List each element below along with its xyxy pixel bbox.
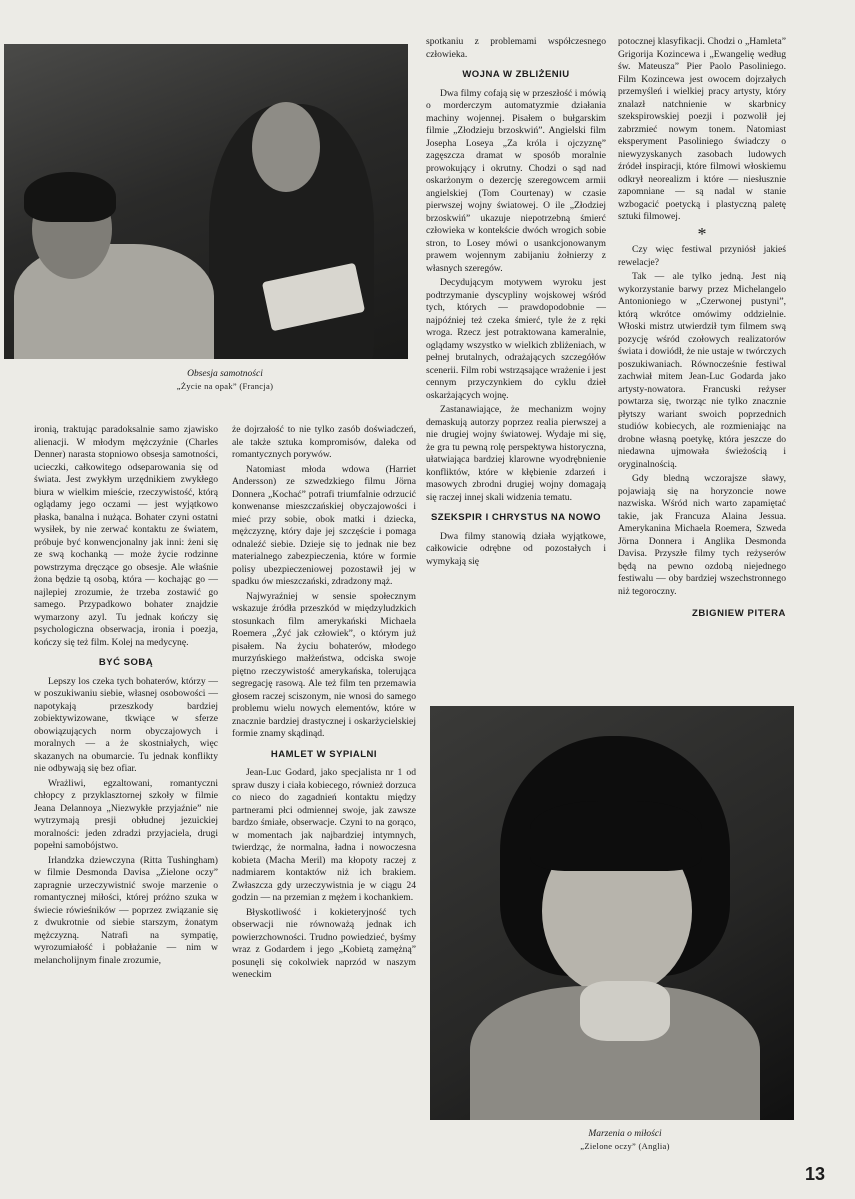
col3-paragraph: Decydującym motywem wyroku jest podtrzymanie dyscypliny wojskowej wśród tych, których — prawdopodobnie — najpóźniej też czeka śmierć, tyle że z ręki wroga. Rzecz jest potraktowana kameralnie, oglądamy wszystko w wielkich zbliżeniach, w pełnej brutalnych, odrażających szczegółów scenerii. Film robi wstrząsające wrażenie i jest cennym przyczynkiem do cyklu dzieł oskarżających wojnę. — [426, 277, 606, 401]
col2-heading: HAMLET W SYPIALNI — [270, 748, 378, 760]
column-2 — [232, 424, 416, 984]
col4-paragraph: Czy więc festiwal przyniósł jakieś rewelacje? — [618, 244, 786, 268]
col2-paragraph: Jean-Luc Godard, jako specjalista nr 1 od spraw duszy i ciała kobiecego, również dorzuca co nieco do zagadnień kontaktu między partnerami płci odmiennej swoje, jak zawsze bardzo śmiałe, obserwacje. Czyni to na gorąco, w momentach jak najbardziej intymnych, twierdząc, że normalna, ładna i nowoczesna kobieta (Macha Meril) ma kłopoty raczej z nadmiarem kontaktów niż ich brakiem. Zwłaszcza gdy urzeczywistnia je w ciągu 24 godzin — na przemian z mężem i kochankiem. — [232, 767, 416, 903]
photo-bottom-caption-sub: „Zielone oczy” (Anglia) — [580, 1141, 670, 1151]
col4-paragraph: potocznej klasyfikacji. Chodzi o „Hamleta” Grigorija Kozincewa i „Ewangelię według św. Mateusza” Pier Paolo Pasoliniego. Film Kozincewa jest owocem dojrzałych przemyśleń i wielkiej pracy artysty, który znalazł natchnienie w skarbnicy szekspirowskiej poezji i pozwolił jej zabrzmieć nowym tonem. Natomiast eksperyment Pasoliniego świadczy o niewyzyskanych zasobach ludowych źródeł inspiracji, które filmowi włoskiemu odkrył neorealizm i które — niesłusznie zapomniane — są nadal w stanie wzbogacić poetycką i plastyczną paletę sztuki filmowej. — [618, 36, 786, 222]
col4-paragraph: Gdy bledną wczorajsze sławy, pojawiają się na horyzoncie nowe nazwiska. Wśród nich warto zapamiętać takie, jak Francuza Alaina Jessua. Amerykanina Michaela Roemera, Szweda Jörna Donnera i Anglika Desmonda Davisa. Przyszłe filmy tych reżyserów będą na pewno ozdobą niejednego festiwalu — oby bardziej wszechstronnego niż tegoroczny. — [618, 473, 786, 597]
photo-top-caption — [120, 368, 330, 392]
col1-heading: BYĆ SOBĄ — [98, 657, 154, 668]
column-4 — [618, 36, 786, 621]
photo-top — [4, 44, 408, 359]
column-3 — [426, 36, 606, 570]
photo-bottom — [430, 706, 794, 1120]
photo-bottom-caption-title: Marzenia o miłości — [588, 1129, 662, 1139]
photo-top-caption-sub: „Życie na opak” (Francja) — [176, 381, 274, 391]
col3-heading-2: SZEKSPIR I CHRYSTUS NA NOWO — [430, 512, 602, 523]
col2-paragraph: Najwyraźniej w sensie społecznym wskazuje źródła przeszkód w międzyludzkich stosunkach film amerykański Michaela Roemera „Żyć jak człowiek”, o którym już pisałem. Na życiu bohaterów, młodego murzyńskiego małżeństwa, odciska swoje piętno rzeczywistość amerykańska, tolerująca segregację rasową. Ale też film ten przemawia głosem raczej sciszonym, nie wnosi do samego problemu wielu nowych elementów, które w znacznie bardziej drastycznej i oskarżycielskiej formie znamy skądinąd. — [232, 590, 416, 739]
column-1 — [34, 424, 218, 969]
author-signature: ZBIGNIEW PITERA — [692, 608, 786, 619]
section-star: * — [697, 223, 707, 244]
col3-lead: spotkaniu z problemami współczesnego człowieka. — [426, 36, 606, 60]
photo-bottom-caption — [520, 1128, 730, 1152]
col2-paragraph: że dojrzałość to nie tylko zasób doświadczeń, ale także sztuka kompromisów, daleka od romantycznych porywów. — [232, 424, 416, 460]
col1-paragraph: ironią, traktując paradoksalnie samo zjawisko alienacji. W młodym mężczyźnie (Charles Denner) narasta stopniowo obsesja samotności, ucieczki, całkowitego odseparowania się od świata. Jest zwykłym urzędnikiem zwykłego biura w wielkim mieście, rzeczywistość, którą oglądamy jego oczami — jest wyjątkowo płaska, banalna i nużąca. Bohater czyni ostatni wysiłek, by nie zerwać kontaktu ze światem, próbuje być konwencjonalny jak inni: żeni się ze swą kochanką — może życie rodzinne powstrzyma dręczące go obsesje. Ale właśnie żona będzie tą osobą, która — kochając go — najlepiej zrozumie, że trzeba zostawić go samego. Przypadkowo bohater znajdzie wymarzony azyl. Tu jednak kończy się psychologiczna obserwacja, ironia i poezja, kończy się też film. Kolej na medycynę. — [34, 424, 218, 648]
col1-paragraph: Irlandzka dziewczyna (Ritta Tushingham) w filmie Desmonda Davisa „Zielone oczy” zapragnie urzeczywistnić swoje marzenie o romantycznej miłości, której próżno szuka w świecie rówieśników — poprzez związanie się z dwukrotnie od siebie starszym, żonatym mężczyzną. Natrafi na sympatię, wyrozumiałość i pobłażanie — nim w melancholijnym finale zrozumie, — [34, 854, 218, 966]
col3-paragraph: Zastanawiające, że mechanizm wojny demaskują autorzy poprzez realia pierwszej a nie drugiej wojny światowej. Wydaje mi się, że gra tu pewną rolę perspektywa historyczna, ułatwiająca bardziej klarowne wyodrębnienie konfliktów, które w kłębienie zdarzeń i masowych zbrodni drugiej wojny domagają się raczej innej skali widzenia tematu. — [426, 404, 606, 503]
col1-paragraph: Wrażliwi, egzaltowani, romantyczni chłopcy z przyklasztornej szkoły w filmie Jeana Delannoya „Niezwykłe przyjaźnie” nie wytrzymają presji obłudnej jezuickiej moralności: jeden zdradzi przyjaciela, drugi popełni samobójstwo. — [34, 777, 218, 851]
photo-top-caption-title: Obsesja samotności — [187, 369, 263, 379]
col3-heading: WOJNA W ZBLIŻENIU — [462, 69, 570, 80]
col1-paragraph: Lepszy los czeka tych bohaterów, którzy — w poszukiwaniu siebie, własnej osobowości — napotykają przeszkody bardziej zobiektywizowane, tkwiące w sferze obowiązujących norm obyczajowych i moralnych — a że skostniałych, więc skazanych na obumarcie. Tu jednak konflikty nie odbywają się bez ofiar. — [34, 675, 218, 774]
col3-paragraph: Dwa filmy cofają się w przeszłość i mówią o morderczym automatyzmie działania machiny wojennej. Pisałem o bułgarskim filmie „Złodzieju brzoskwiń”. Angielski film Josepha Loseya „Za króla i ojczyznę” zagęszcza dramat w sposób moralnie prowokujący i okrutny. Chodzi o sąd nad oskarżonym o dezercję szeregowcem armii angielskiej (Tom Courtenay) w czasie pierwszej wojny światowej. O ile „Złodziej brzoskwiń” ukazuje niepotrzebną śmierć człowieka w kontekście dwóch wrogich sobie stron, to Losey mówi o usankcjonowanym prawem wojennym zabijaniu żołnierzy z własnych szeregów. — [426, 87, 606, 274]
col3-paragraph: Dwa filmy stanowią działa wyjątkowe, całkowicie odrębne od pozostałych i wymykają się — [426, 530, 606, 567]
col2-paragraph: Natomiast młoda wdowa (Harriet Andersson) ze szwedzkiego filmu Jörna Donnera „Kochać” potrafi triumfalnie odrzucić konwenanse mieszczańskiej obyczajowości i mieć przy sobie, obok matki i dziecka, mężczyznę, który daje jej szczęście i pomaga odnaleźć siebie. Dzieje się to jednak nie bez materialnego zabezpieczenia, które w formie polisy ubezpieczeniowej pozostawił jej w spadku ów mieszczański, zdradzony mąż. — [232, 463, 416, 587]
page-number: 13 — [804, 1164, 825, 1184]
col2-paragraph: Błyskotliwość i kokieteryjność tych obserwacji nie równoważą jednak ich powierzchowności. Trudno powiedzieć, byśmy wraz z Godardem i jego „Kobietą zamężną” posunęli się cokolwiek naprzód w naszym weneckim — [232, 906, 416, 980]
col4-paragraph: Tak — ale tylko jedną. Jest nią wykorzystanie barwy przez Michelangelo Antonioniego w „Czerwonej pustyni”, którą wkrótce omówimy oddzielnie. Włoski mistrz utwierdził tym filmem swą pozycję wśród czołowych realizatorów świata i dowiódł, że nie ustaje w twórczych poszukiwaniach. Równocześnie festiwal zachwiał mitem Jean-Luc Godarda jako artysty-nowatora. Francuski reżyser powtarza się, tworząc nie tylko znacznie płytszy wariant swoich poprzednich studiów kobiecych, ale rozmieniając na drobne własną poetykę, która jeszcze do niedawna ujmowała świeżością i oryginalnością. — [618, 271, 786, 470]
